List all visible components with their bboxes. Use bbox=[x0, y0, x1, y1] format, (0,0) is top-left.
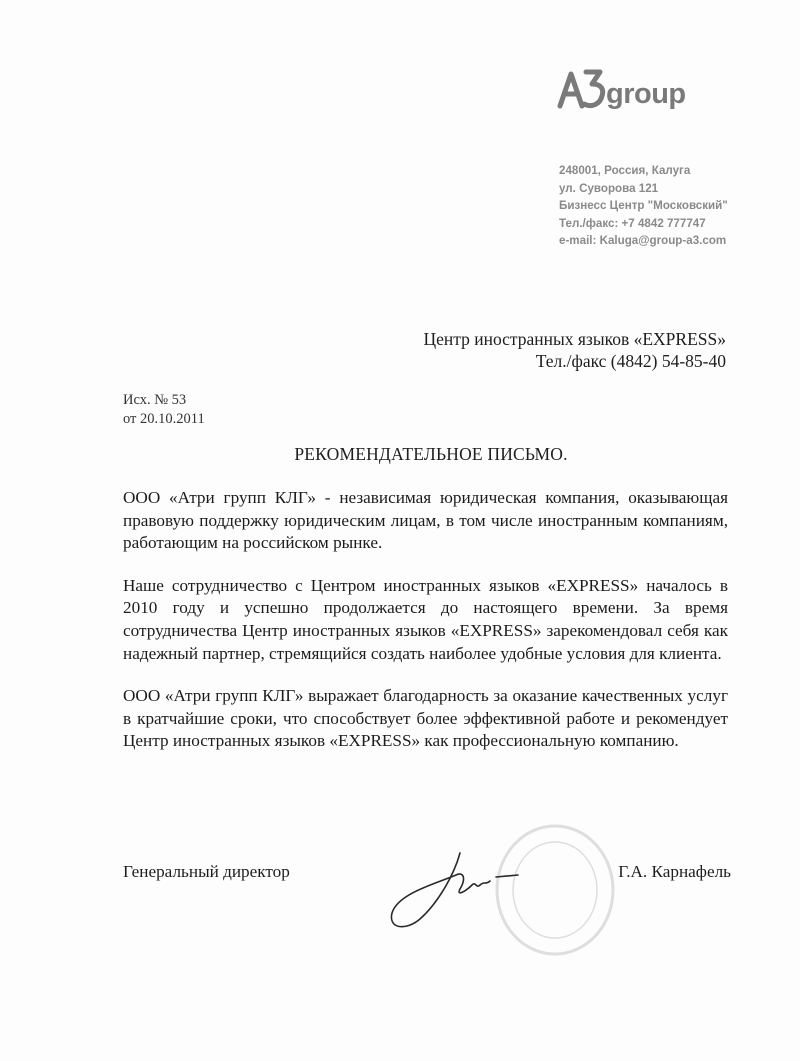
signatory-name: Г.А. Карнафель bbox=[618, 862, 731, 881]
outgoing-reference bbox=[123, 391, 205, 429]
company-logo bbox=[556, 66, 696, 112]
signatory-position: Генеральный директор bbox=[123, 862, 290, 881]
paragraph: ООО «Атри групп КЛГ» - независимая юридическая компания, оказывающая правовую поддержку юридическим лицам, в том числе иностранным компаниям, работающим на российском рынке. bbox=[123, 488, 728, 553]
recipient-block bbox=[423, 328, 726, 372]
paragraph: Наше сотрудничество с Центром иностранных языков «EXPRESS» началось в 2010 году и успешно продолжается до настоящего времени. За время сотрудничества Центр иностранных языков «EXPRESS» зарекомендовал себя как надежный партнер, стремящийся создать наиболее удобные условия для клиента. bbox=[123, 575, 728, 663]
reference-date: от 20.10.2011 bbox=[123, 411, 205, 427]
address-line: Тел./факс: +7 4842 777747 bbox=[559, 216, 706, 230]
handwritten-signature bbox=[368, 845, 528, 955]
letter-body bbox=[123, 487, 728, 753]
reference-number: Исх. № 53 bbox=[123, 392, 187, 408]
address-line: Бизнесс Центр "Московский" bbox=[559, 199, 728, 212]
letter-title bbox=[0, 444, 800, 465]
address-line: ул. Суворова 121 bbox=[559, 181, 659, 195]
address-line: e-mail: Kaluga@group-a3.com bbox=[559, 234, 727, 247]
company-address bbox=[559, 162, 789, 250]
svg-text:group: group bbox=[606, 78, 686, 110]
recipient-name: Центр иностранных языков «EXPRESS» bbox=[423, 329, 726, 349]
paragraph: ООО «Атри групп КЛГ» выражает благодарность за оказание качественных услуг в кратчайшие сроки, что способствует более эффективной работе и рекомендует Центр иностранных языков «EXPRESS» как профессиональную компанию. bbox=[123, 686, 728, 751]
address-line: 248001, Россия, Калуга bbox=[559, 164, 691, 177]
letter-title-text: РЕКОМЕНДАТЕЛЬНОЕ ПИСЬМО. bbox=[294, 444, 568, 464]
recipient-phone: Тел./факс (4842) 54-85-40 bbox=[535, 351, 726, 371]
